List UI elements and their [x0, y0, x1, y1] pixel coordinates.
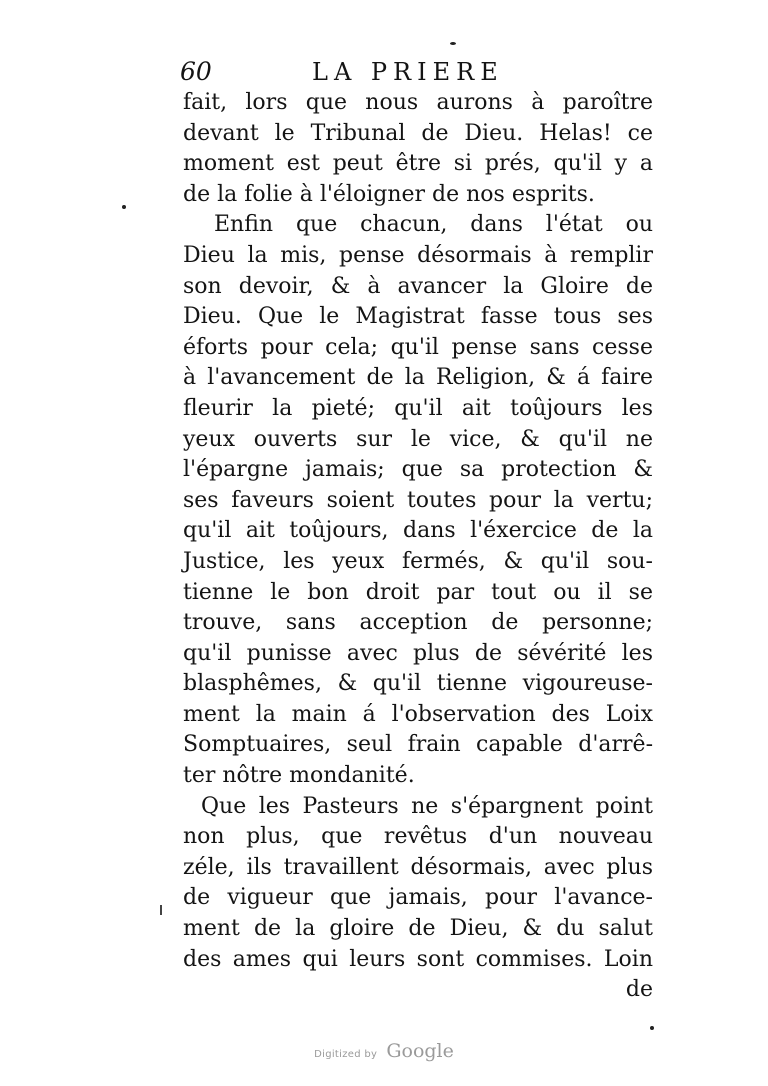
print-speck [650, 1026, 654, 1030]
paragraph-start-line: Que les Pasteurs ne s'épargnent point [201, 793, 653, 819]
print-speck [122, 205, 126, 209]
print-speck [450, 42, 456, 45]
text-line: Dieu. Que le Magistrat fasse tous ses [183, 304, 653, 330]
digitization-watermark [0, 1040, 768, 1062]
text-line: son devoir, & à avancer la Gloire de [183, 273, 653, 299]
text-line: Justice, les yeux fermés, & qu'il sou- [183, 548, 653, 574]
text-line: devant le Tribunal de Dieu. Helas! ce [183, 120, 653, 146]
text-line: fait, lors que nous aurons à paroître [183, 90, 653, 115]
catchword: de [625, 977, 653, 1003]
running-head: LA PRIERE [312, 58, 504, 86]
text-line: de la folie à l'éloigner de nos esprits. [183, 181, 595, 207]
text-line: fleurir la pieté; qu'il ait toûjours les [183, 395, 653, 421]
text-line: ses faveurs soient toutes pour la vertu; [183, 487, 653, 513]
text-line: tienne le bon droit par tout ou il se [183, 579, 653, 605]
text-line: à l'avancement de la Religion, & á faire [183, 365, 653, 391]
text-line: trouve, sans acception de personne; [183, 610, 653, 636]
page-number: 60 [180, 57, 212, 86]
text-line: ment la main á l'observation des Loix [183, 701, 653, 727]
body-text [183, 88, 653, 1006]
text-line: blasphêmes, & qu'il tienne vigoureuse- [183, 671, 653, 697]
text-line: non plus, que revêtus d'un nouveau [183, 824, 653, 850]
margin-mark [160, 905, 162, 915]
text-line: de vigueur que jamais, pour l'avance- [183, 885, 653, 911]
text-line: éforts pour cela; qu'il pense sans cesse [183, 334, 653, 360]
text-line: Somptuaires, seul frain capable d'arrê- [183, 732, 653, 758]
text-line: Dieu la mis, pense désormais à remplir [183, 242, 653, 268]
text-line: zéle, ils travaillent désormais, avec plus [183, 854, 653, 880]
text-line: moment est peut être si prés, qu'il y a [183, 151, 653, 177]
google-wordmark: Google [386, 1040, 454, 1062]
text-line: des ames qui leurs sont commises. Loin [183, 946, 653, 972]
text-line: l'épargne jamais; que sa protection & [183, 457, 653, 483]
text-line: qu'il ait toûjours, dans l'éxercice de la [183, 518, 653, 544]
text-line: qu'il punisse avec plus de sévérité les [183, 640, 653, 666]
text-line: ment de la gloire de Dieu, & du salut [183, 916, 653, 942]
text-line: yeux ouverts sur le vice, & qu'il ne [183, 426, 653, 452]
digitized-by-label: Digitized by [314, 1049, 378, 1060]
paragraph-start-line: Enfin que chacun, dans l'état ou [214, 212, 653, 238]
page-header [180, 54, 650, 90]
text-line: ter nôtre mondanité. [183, 763, 415, 789]
